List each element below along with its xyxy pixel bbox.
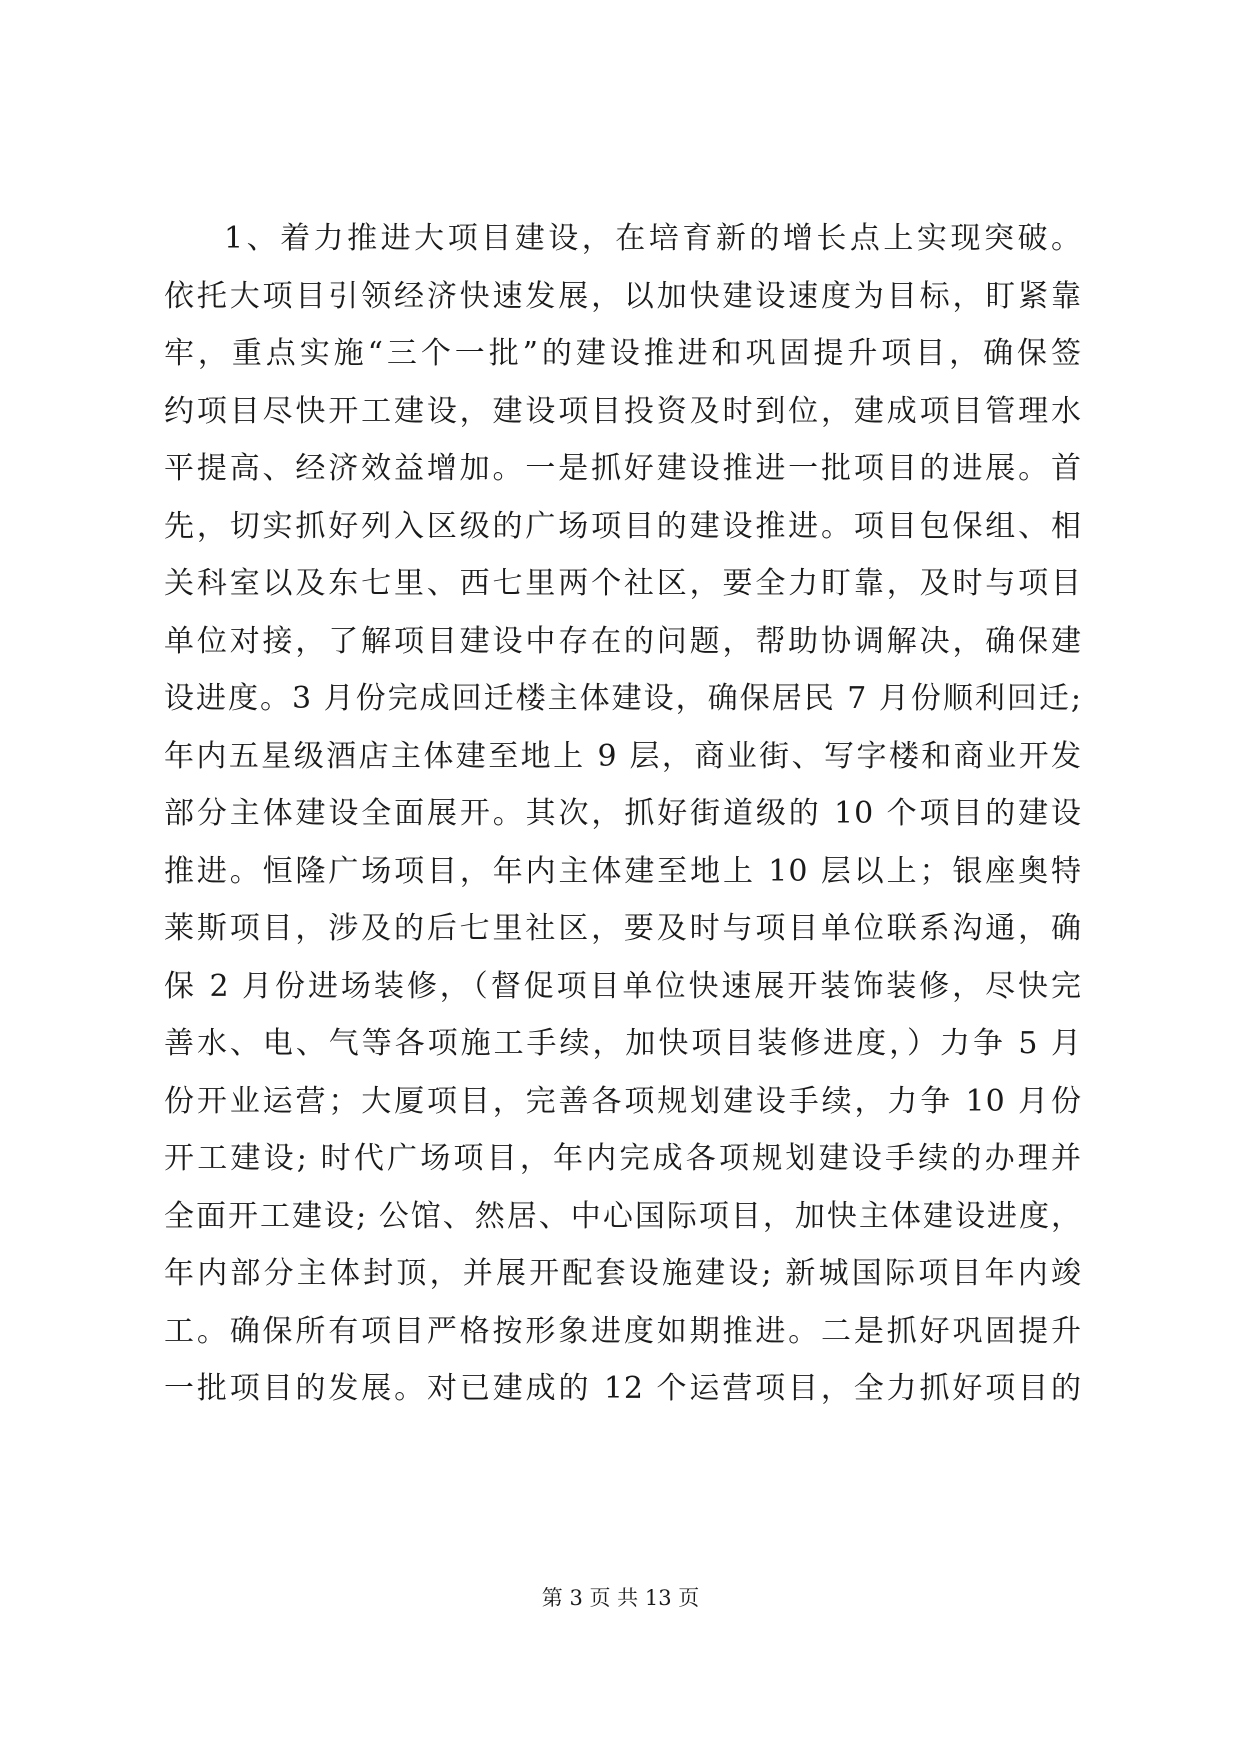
paragraph-line: 关科室以及东七里、西七里两个社区，要全力盯靠，及时与项目 (164, 566, 1082, 601)
paragraph-line: 善水、电、气等各项施工手续，加快项目装修进度，）力争 5 月 (164, 1026, 1082, 1061)
paragraph-line: 保 2 月份进场装修，（督促项目单位快速展开装饰装修，尽快完 (164, 968, 1082, 1004)
body-paragraph (164, 210, 1082, 1418)
paragraph-line: 份开业运营；大厦项目，完善各项规划建设手续，力争 10 月份 (164, 1083, 1082, 1119)
paragraph-line: 先，切实抓好列入区级的广场项目的建设推进。项目包保组、相 (164, 508, 1082, 544)
paragraph-line: 年内部分主体封顶，并展开配套设施建设; 新城国际项目年内竣 (164, 1256, 1082, 1291)
paragraph-line: 约项目尽快开工建设，建设项目投资及时到位，建成项目管理水 (164, 393, 1082, 429)
paragraph-line: 年内五星级酒店主体建至地上 9 层，商业街、写字楼和商业开发 (164, 738, 1082, 774)
paragraph-line: 设进度。3 月份完成回迁楼主体建设，确保居民 7 月份顺利回迁; (164, 681, 1082, 716)
paragraph-line: 推进。恒隆广场项目，年内主体建至地上 10 层以上；银座奥特 (164, 853, 1082, 889)
paragraph-line: 工。确保所有项目严格按形象进度如期推进。二是抓好巩固提升 (164, 1313, 1082, 1349)
paragraph-line: 开工建设; 时代广场项目，年内完成各项规划建设手续的办理并 (164, 1141, 1082, 1176)
paragraph-line: 莱斯项目，涉及的后七里社区，要及时与项目单位联系沟通，确 (164, 911, 1082, 946)
paragraph-line: 一批项目的发展。对已建成的 12 个运营项目，全力抓好项目的 (164, 1371, 1082, 1406)
paragraph-line: 依托大项目引领经济快速发展，以加快建设速度为目标，盯紧靠 (164, 278, 1082, 314)
paragraph-line: 全面开工建设; 公馆、然居、中心国际项目，加快主体建设进度， (164, 1198, 1082, 1234)
paragraph-line: 平提高、经济效益增加。一是抓好建设推进一批项目的进展。首 (164, 451, 1082, 486)
paragraph-line: 牢，重点实施“三个一批”的建设推进和巩固提升项目，确保签 (164, 336, 1082, 371)
page-number-footer: 第 3 页 共 13 页 (541, 1586, 700, 1610)
paragraph-line: 部分主体建设全面展开。其次，抓好街道级的 10 个项目的建设 (164, 796, 1082, 831)
paragraph-line: 单位对接，了解项目建设中存在的问题，帮助协调解决，确保建 (164, 623, 1082, 659)
paragraph-line: 1、着力推进大项目建设，在培育新的增长点上实现突破。 (224, 221, 1082, 256)
